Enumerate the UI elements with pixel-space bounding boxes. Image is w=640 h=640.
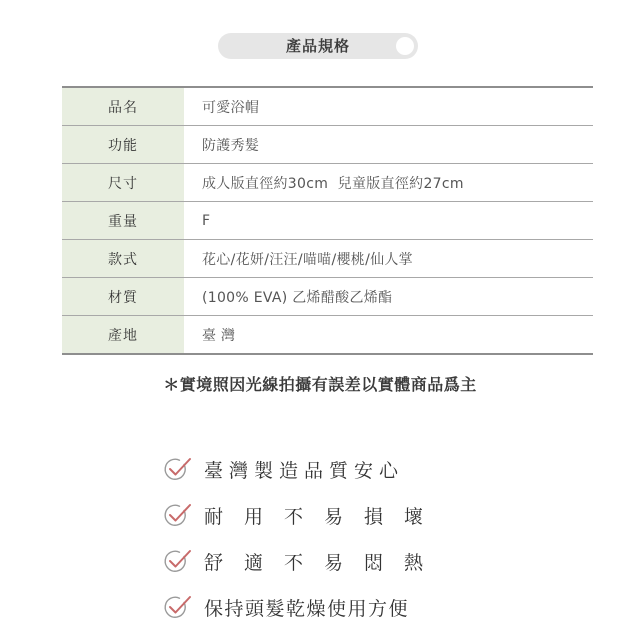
- spec-row-weight: [62, 202, 593, 240]
- check-circle-icon: [162, 547, 194, 575]
- spec-value: 防護秀髮: [202, 137, 260, 154]
- feature-text: 舒適不易悶熱: [204, 551, 445, 574]
- spec-row-material: [62, 278, 593, 316]
- section-title: 產品規格: [285, 37, 350, 55]
- spec-value: 可愛浴帽: [202, 99, 260, 116]
- spec-value: 成人版直徑約30cm 兒童版直徑約27cm: [202, 175, 464, 192]
- spec-row-origin: [62, 316, 593, 353]
- spec-value: (100% EVA) 乙烯醋酸乙烯酯: [202, 289, 393, 306]
- check-circle-icon: [162, 593, 194, 621]
- spec-label: 產地: [62, 316, 184, 353]
- spec-row-name: [62, 88, 593, 126]
- feature-item: [162, 492, 482, 538]
- feature-item: [162, 446, 482, 492]
- spec-row-style: [62, 240, 593, 278]
- spec-row-size: [62, 164, 593, 202]
- pill-dot-icon: [396, 37, 414, 55]
- spec-label: 品名: [62, 88, 184, 125]
- feature-text: 耐用不易損壞: [204, 505, 445, 528]
- check-circle-icon: [162, 455, 194, 483]
- spec-value: F: [202, 212, 211, 229]
- spec-label: 尺寸: [62, 164, 184, 201]
- section-title-pill: [218, 33, 418, 59]
- feature-list: [162, 446, 482, 630]
- feature-text: 臺灣製造品質安心: [204, 459, 405, 482]
- spec-label: 款式: [62, 240, 184, 277]
- feature-text: 保持頭髮乾燥使用方便: [204, 597, 410, 620]
- feature-item: [162, 538, 482, 584]
- spec-label: 重量: [62, 202, 184, 239]
- spec-row-function: [62, 126, 593, 164]
- spec-value: 臺 灣: [202, 327, 236, 344]
- feature-item: [162, 584, 482, 630]
- spec-label: 材質: [62, 278, 184, 315]
- spec-value: 花心/花妍/汪汪/喵喵/櫻桃/仙人掌: [202, 251, 413, 268]
- spec-table: [62, 86, 593, 355]
- spec-label: 功能: [62, 126, 184, 163]
- photo-disclaimer-note: ＊實境照因光線拍攝有誤差以實體商品爲主: [163, 375, 477, 394]
- check-circle-icon: [162, 501, 194, 529]
